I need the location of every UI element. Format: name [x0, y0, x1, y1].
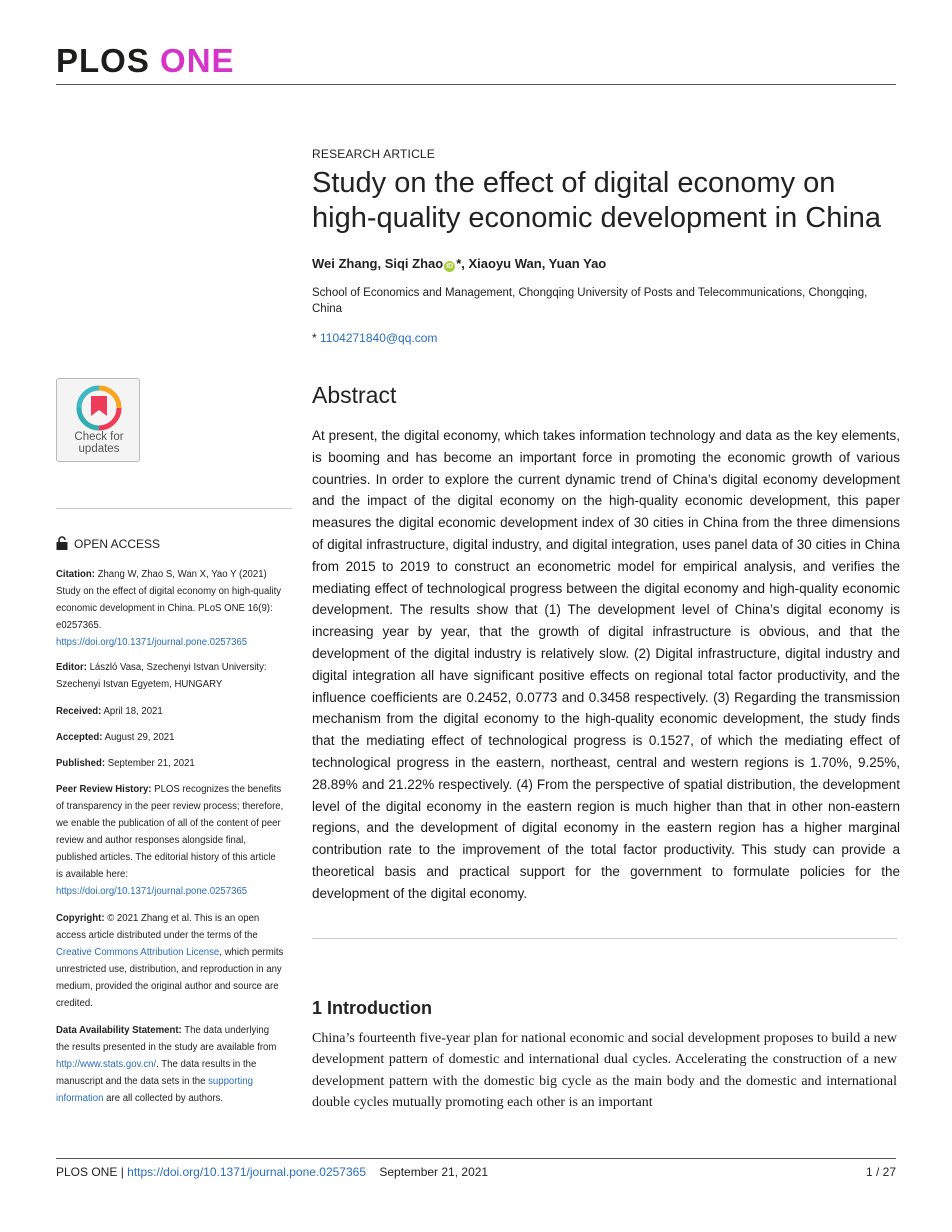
check-for-updates-badge[interactable] — [56, 378, 140, 462]
peer-review-label: Peer Review History: — [56, 784, 152, 795]
footer-divider — [56, 1158, 896, 1159]
footer — [56, 1165, 488, 1179]
footer-doi-link[interactable]: https://doi.org/10.1371/journal.pone.0257365 — [127, 1165, 366, 1179]
published-date — [56, 755, 284, 772]
citation-text: Zhang W, Zhao S, Wan X, Yao Y (2021) Study on the effect of digital economy on high-quality economic development in China. PLoS ONE 16(9): e0257365. — [56, 569, 282, 631]
footer-spacer — [366, 1165, 379, 1179]
published-text: September 21, 2021 — [105, 758, 195, 769]
peer-review-link[interactable]: https://doi.org/10.1371/journal.pone.0257365 — [56, 886, 248, 897]
article-title: Study on the effect of digital economy on high-quality economic development in China — [312, 167, 882, 234]
stats-link[interactable]: http://www.stats.gov.cn/ — [56, 1059, 157, 1070]
orcid-icon[interactable]: iD — [446, 263, 454, 270]
license-link[interactable]: Creative Commons Attribution License — [56, 947, 220, 958]
abstract-heading: Abstract — [312, 382, 397, 408]
citation — [56, 566, 284, 651]
authors-part-1: Wei Zhang, Siqi Zhao — [312, 256, 444, 271]
received-date — [56, 703, 284, 720]
editor-text: László Vasa, Szechenyi Istvan University: Szechenyi Istvan Egyetem, HUNGARY — [56, 662, 267, 690]
data-availability-text: The data underlying the results presented in the study are available from — [56, 1025, 277, 1053]
published-label: Published: — [56, 758, 106, 769]
author-list — [312, 256, 606, 272]
received-label: Received: — [56, 706, 102, 717]
data-availability-text-3: are all collected by authors. — [103, 1093, 224, 1104]
accepted-text: August 29, 2021 — [102, 732, 175, 743]
copyright-text-2: , which permits unrestricted use, distribution, and reproduction in any medium, provided the original author and source are credited. — [56, 947, 284, 1009]
badge-line-2: updates — [78, 443, 120, 455]
copyright — [56, 910, 284, 1012]
abstract-body: At present, the digital economy, which takes information technology and data as the key elements, is booming and has become an important force in promoting the economic growth of various countries. In order to explore the current dynamic trend of China’s digital economy development and the impact of the digital economy on the high-quality economic development, this paper measures the digital economic development index of 30 cities in China from the three dimensions of digital infrastructure, digital industry, and digital integration, uses panel data of 30 cities in China from 2015 to 2019 to construct an econometric model for empirical analysis, and verifies the mediating effect of technological progress between the digital economy and high-quality economic development. The results show that (1) The development level of China’s digital economy is increasing year by year, that the growth of digital infrastructure is obvious, and that the development of the digital industry is relatively slow. (2) Digital infrastructure, digital industry and digital integration all have significant positive effects on regional total factor productivity, and the influence coefficients are 0.2452, 0.0773 and 0.3458 respectively. (3) Regarding the transmission mechanism from the digital economy to the high-quality economic development, the study finds that the mediating effect of technological progress is 0.1527, of which the mediating effect of technological progress in the eastern, northeast, central and western regions is 1.70%, 9.25%, 28.89% and 21.22% respectively. (4) From the perspective of spatial distribution, the development level of the digital economy in the eastern region is much higher than that in other non-eastern regions, and the development of digital economy in the eastern region has a higher marginal contribution rate to the improvement of the total factor productivity. This study can provide a theoretical basis and practical support for the government to formulate policies for the development of the digital economy. — [312, 428, 900, 901]
open-lock-icon — [56, 536, 68, 550]
affiliation: School of Economics and Management, Chongqing University of Posts and Telecommunications, Chongqing, China — [312, 287, 868, 315]
introduction-body: China’s fourteenth five-year plan for national economic and social development proposes to build a new development pattern of domestic and international dual cycles. Accelerating the construction of a new development pattern with the domestic big cycle as the main body and the domestic and international double cycles mutually promoting each other is an important — [312, 1031, 897, 1110]
article-type: RESEARCH ARTICLE — [312, 147, 436, 161]
copyright-text: © 2021 Zhang et al. This is an open access article distributed under the terms of the — [56, 913, 260, 941]
authors-part-2: *, Xiaoyu Wan, Yuan Yao — [456, 256, 607, 271]
email-prefix: * — [312, 331, 321, 345]
accepted-date — [56, 729, 284, 746]
badge-line-1: Check for — [74, 431, 124, 443]
editor — [56, 659, 284, 693]
header-divider — [56, 84, 896, 85]
citation-label: Citation: — [56, 569, 95, 580]
data-availability-label: Data Availability Statement: — [56, 1025, 182, 1036]
citation-doi-link[interactable]: https://doi.org/10.1371/journal.pone.0257365 — [56, 637, 248, 648]
open-access-label — [56, 536, 160, 551]
introduction-heading: 1 Introduction — [312, 998, 432, 1018]
footer-journal: PLOS ONE | — [56, 1165, 128, 1179]
data-availability — [56, 1022, 284, 1107]
email-link[interactable]: 1104271840@qq.com — [320, 331, 438, 345]
copyright-label: Copyright: — [56, 913, 105, 924]
open-access-text: OPEN ACCESS — [74, 537, 161, 551]
data-availability-text-2: . The data results in the manuscript and the data sets in the — [56, 1059, 257, 1087]
sidebar-divider — [56, 508, 292, 509]
logo-one: ONE — [160, 42, 235, 79]
peer-review-text: PLOS recognizes the benefits of transparency in the peer review process; therefore, we enable the publication of all of the content of peer review and author responses alongside final, published articles. The editorial history of this article is available here: — [56, 784, 284, 880]
received-text: April 18, 2021 — [101, 706, 163, 717]
journal-logo — [56, 44, 235, 77]
footer-date: September 21, 2021 — [379, 1165, 489, 1179]
logo-plos: PLOS — [56, 42, 150, 79]
crossmark-icon — [76, 385, 122, 431]
corresponding-email — [312, 331, 437, 345]
page-number: 1 / 27 — [865, 1165, 896, 1179]
editor-label: Editor: — [56, 662, 87, 673]
peer-review-history — [56, 781, 284, 900]
supporting-info-link[interactable]: supporting information — [56, 1076, 253, 1104]
accepted-label: Accepted: — [56, 732, 103, 743]
abstract-divider — [312, 938, 897, 939]
